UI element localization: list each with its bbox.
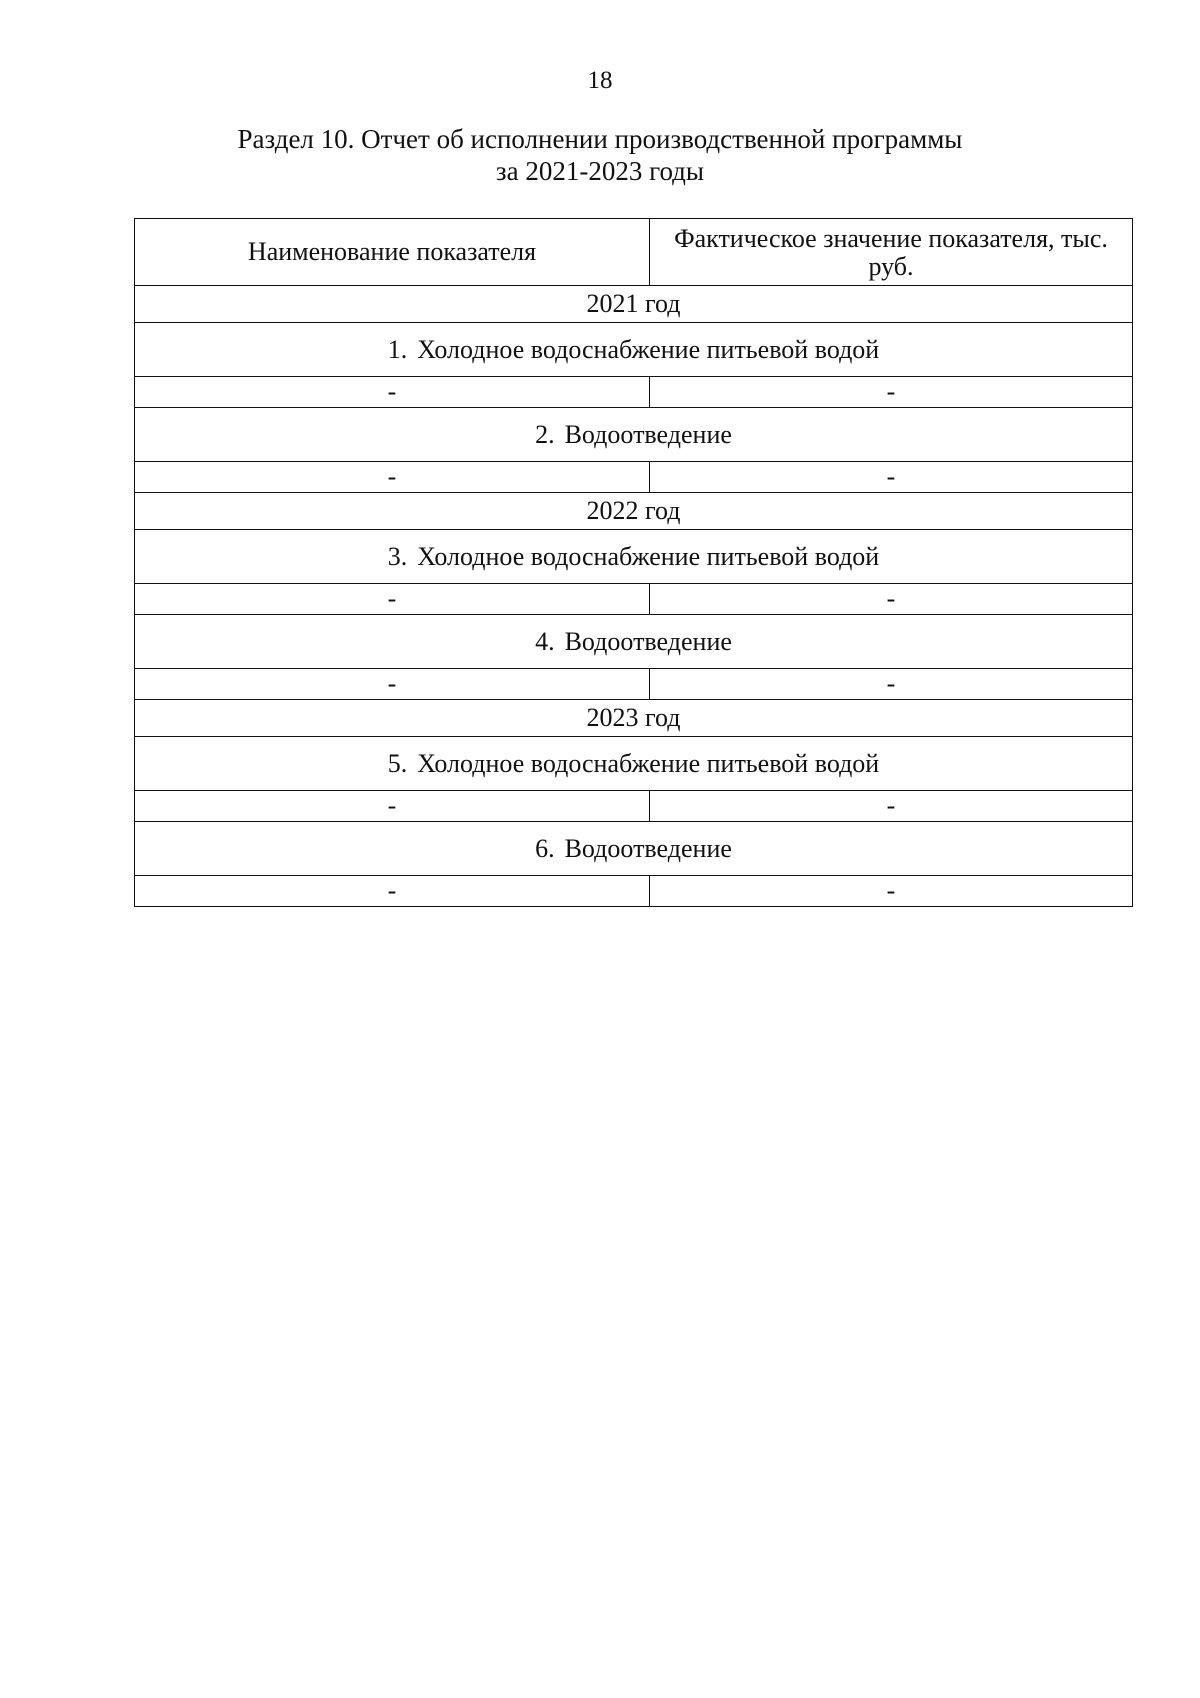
table-row	[135, 377, 1133, 408]
year-label: 2021 год	[135, 286, 1133, 323]
indicator-value-cell: -	[650, 462, 1133, 493]
indicator-name-cell: -	[135, 791, 650, 822]
section-heading	[135, 408, 1133, 462]
section-row-6	[135, 822, 1133, 876]
year-label: 2022 год	[135, 493, 1133, 530]
indicator-name-cell: -	[135, 462, 650, 493]
year-row-2023	[135, 700, 1133, 737]
table-row	[135, 876, 1133, 907]
section-number: 5.	[387, 748, 408, 778]
section-heading	[135, 615, 1133, 669]
table-row	[135, 584, 1133, 615]
section-number: 6.	[535, 833, 555, 863]
document-title	[150, 123, 1050, 187]
table-header-row	[135, 219, 1133, 286]
section-title: Холодное водоснабжение питьевой водой	[417, 541, 880, 571]
year-row-2022	[135, 493, 1133, 530]
section-row-2	[135, 408, 1133, 462]
title-line-1: Раздел 10. Отчет об исполнении производственной программы	[237, 124, 963, 154]
section-title: Водоотведение	[564, 419, 732, 449]
indicator-value-cell: -	[650, 876, 1133, 907]
table-row	[135, 462, 1133, 493]
year-label: 2023 год	[135, 700, 1133, 737]
section-heading	[135, 323, 1133, 377]
year-row-2021	[135, 286, 1133, 323]
section-heading	[135, 822, 1133, 876]
section-number: 1.	[387, 334, 408, 364]
section-row-5	[135, 737, 1133, 791]
section-heading	[135, 530, 1133, 584]
section-title: Водоотведение	[564, 626, 732, 656]
production-program-report-table	[134, 218, 1133, 907]
indicator-name-cell: -	[135, 377, 650, 408]
section-number: 2.	[535, 419, 555, 449]
indicator-value-cell: -	[650, 669, 1133, 700]
indicator-name-cell: -	[135, 584, 650, 615]
section-heading	[135, 737, 1133, 791]
section-row-4	[135, 615, 1133, 669]
indicator-name-cell: -	[135, 669, 650, 700]
section-number: 4.	[535, 626, 555, 656]
section-number: 3.	[387, 541, 408, 571]
header-indicator-name: Наименование показателя	[135, 219, 650, 286]
indicator-value-cell: -	[650, 377, 1133, 408]
section-row-1	[135, 323, 1133, 377]
page-number: 18	[587, 67, 613, 94]
indicator-value-cell: -	[650, 584, 1133, 615]
table-row	[135, 669, 1133, 700]
section-title: Водоотведение	[564, 833, 732, 863]
indicator-name-cell: -	[135, 876, 650, 907]
title-line-2: за 2021-2023 годы	[495, 156, 705, 186]
indicator-value-cell: -	[650, 791, 1133, 822]
section-row-3	[135, 530, 1133, 584]
header-actual-value: Фактическое значение показателя, тыс. руб.	[650, 219, 1133, 286]
section-title: Холодное водоснабжение питьевой водой	[417, 334, 880, 364]
table-row	[135, 791, 1133, 822]
section-title: Холодное водоснабжение питьевой водой	[417, 748, 880, 778]
